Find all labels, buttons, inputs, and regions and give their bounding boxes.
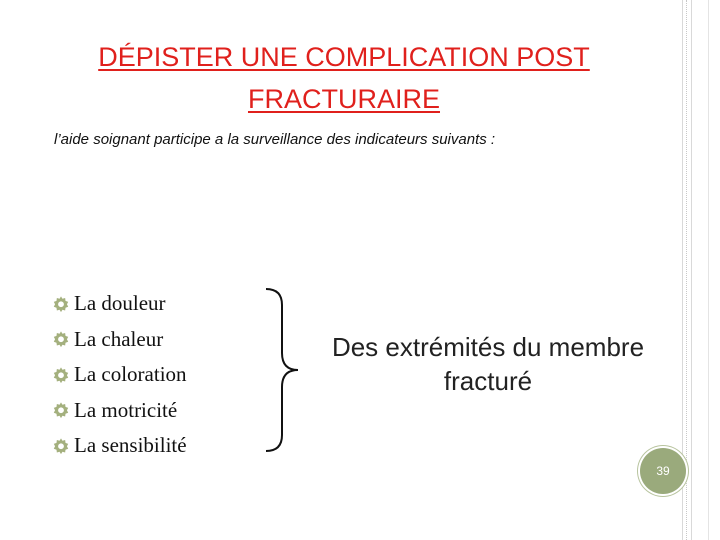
gear-bullet-icon [52,366,70,384]
gear-bullet-icon [52,295,70,313]
gear-bullet-icon [52,401,70,419]
list-item [52,428,187,464]
gear-bullet-icon [52,330,70,348]
list-item [52,357,187,393]
list-item-label: La douleur [74,291,166,316]
decorative-rule [708,0,709,540]
list-item-label: La chaleur [74,326,164,351]
decorative-rule [691,0,692,540]
gear-bullet-icon [52,437,70,455]
list-item-label: La coloration [74,362,187,387]
page-number: 39 [656,464,670,478]
list-item-label: La sensibilité [74,433,187,458]
target-text: Des extrémités du membre fracturé [331,332,645,396]
page-number-badge [640,448,686,494]
slide-title [30,36,658,120]
list-item [52,393,187,429]
indicator-list [52,286,187,464]
intro-text: l’aide soignant participe a la surveillance des indicateurs suivants : [54,131,496,148]
slide-title-text: DÉPISTER UNE COMPLICATION POST FRACTURAIRE [98,42,590,114]
decorative-rule [686,0,687,540]
list-item [52,322,187,358]
list-item [52,286,187,322]
right-brace-icon [262,287,306,453]
list-item-label: La motricité [74,397,178,422]
